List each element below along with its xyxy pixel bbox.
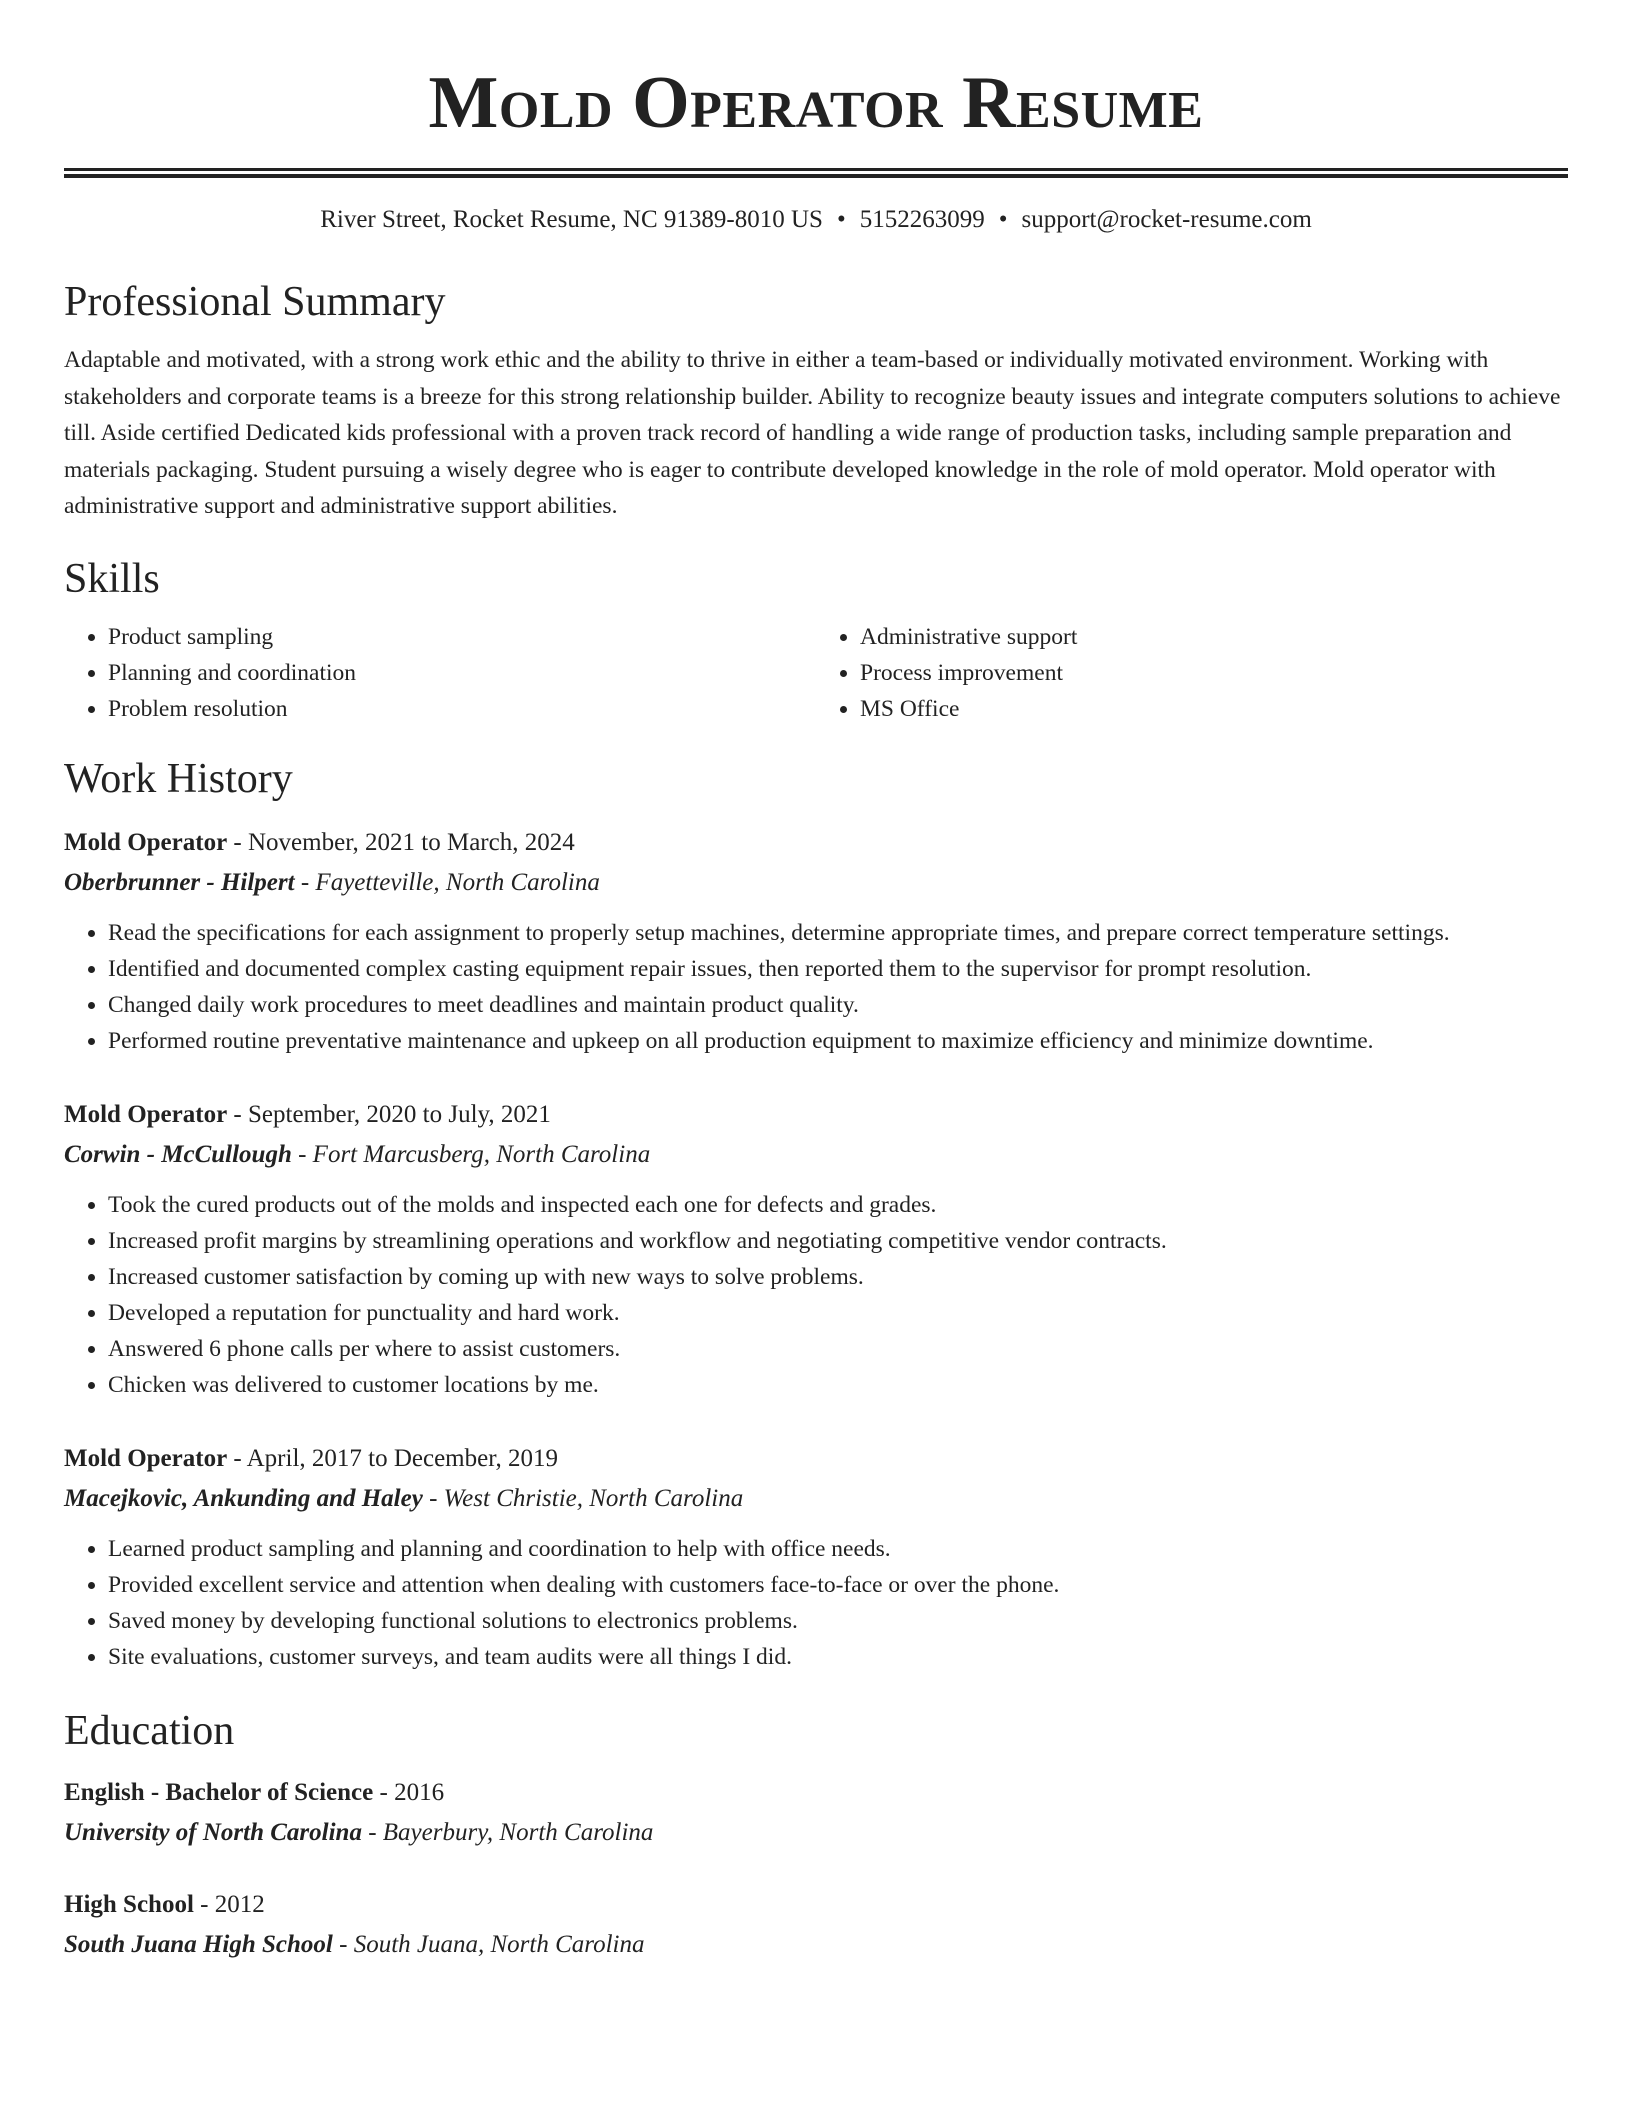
- skills-list: [64, 619, 1568, 727]
- contact-address: River Street, Rocket Resume, NC 91389-8010 US: [320, 206, 823, 233]
- job-company-line: [64, 1479, 1568, 1519]
- job-bullet: • Provided excellent service and attention when dealing with customers face-to-face or over the phone.: [108, 1567, 1568, 1603]
- skill-item: • Planning and coordination: [108, 655, 816, 691]
- education-header: [64, 1773, 1568, 1813]
- job-title: Mold Operator: [64, 1444, 228, 1472]
- job-bullet: • Chicken was delivered to customer locations by me.: [108, 1367, 1568, 1403]
- job-location: - Fayetteville, North Carolina: [294, 868, 600, 896]
- job-bullets: [64, 1531, 1568, 1675]
- skill-item: • Administrative support: [860, 619, 1568, 655]
- job-entry: [64, 1439, 1568, 1675]
- skill-item: • Product sampling: [108, 619, 816, 655]
- job-bullet: • Identified and documented complex casting equipment repair issues, then reported them to the supervisor for prompt resolution.: [108, 951, 1568, 987]
- job-bullet: • Answered 6 phone calls per where to assist customers.: [108, 1331, 1568, 1367]
- job-bullet: • Increased customer satisfaction by coming up with new ways to solve problems.: [108, 1259, 1568, 1295]
- education-entry: [64, 1773, 1568, 1853]
- job-location: - West Christie, North Carolina: [422, 1484, 744, 1512]
- contact-separator: •: [836, 206, 846, 233]
- job-entry: [64, 823, 1568, 1059]
- job-dates: - September, 2020 to July, 2021: [227, 1100, 551, 1128]
- education-year: - 2012: [193, 1890, 265, 1918]
- summary-section: [64, 276, 1568, 525]
- job-company-line: [64, 1135, 1568, 1175]
- job-header: [64, 823, 1568, 863]
- work-history-heading: Work History: [64, 755, 293, 802]
- job-bullet: • Saved money by developing functional solutions to electronics problems.: [108, 1603, 1568, 1639]
- job-bullet: • Learned product sampling and planning and coordination to help with office needs.: [108, 1531, 1568, 1567]
- education-section: [64, 1705, 1568, 1965]
- job-bullet: • Read the specifications for each assignment to properly setup machines, determine appropriate times, and prepare correct temperature settings.: [108, 915, 1568, 951]
- education-degree: High School: [64, 1890, 194, 1918]
- skill-item: • Process improvement: [860, 655, 1568, 691]
- education-school: South Juana High School: [64, 1930, 333, 1958]
- job-location: - Fort Marcusberg, North Carolina: [291, 1140, 651, 1168]
- education-year: - 2016: [373, 1778, 445, 1806]
- job-bullet: • Site evaluations, customer surveys, and team audits were all things I did.: [108, 1639, 1568, 1675]
- job-bullet: • Changed daily work procedures to meet deadlines and maintain product quality.: [108, 987, 1568, 1023]
- job-bullet: • Increased profit margins by streamlining operations and workflow and negotiating competitive vendor contracts.: [108, 1223, 1568, 1259]
- job-bullet: • Performed routine preventative maintenance and upkeep on all production equipment to maximize efficiency and minimize downtime.: [108, 1023, 1568, 1059]
- resume-title: Mold Operator Resume: [428, 62, 1204, 144]
- education-location: - Bayerbury, North Carolina: [361, 1818, 654, 1846]
- education-degree: English - Bachelor of Science: [64, 1778, 374, 1806]
- skill-item: • Problem resolution: [108, 691, 816, 727]
- job-entry: [64, 1095, 1568, 1403]
- job-bullet: • Took the cured products out of the molds and inspected each one for defects and grades.: [108, 1187, 1568, 1223]
- skill-item: • MS Office: [860, 691, 1568, 727]
- summary-heading: Professional Summary: [64, 279, 446, 325]
- contact-phone: 5152263099: [859, 206, 985, 233]
- job-bullets: [64, 915, 1568, 1059]
- job-company: Corwin - McCullough: [64, 1140, 292, 1168]
- education-school-line: [64, 1813, 1568, 1853]
- job-company-line: [64, 863, 1568, 903]
- education-school: University of North Carolina: [64, 1818, 362, 1846]
- skills-section: [64, 553, 1568, 727]
- contact-email: support@rocket-resume.com: [1021, 206, 1312, 233]
- skills-column-left: [64, 619, 816, 727]
- education-header: [64, 1885, 1568, 1925]
- contact-line: [64, 204, 1568, 236]
- job-dates: - April, 2017 to December, 2019: [227, 1444, 559, 1472]
- job-dates: - November, 2021 to March, 2024: [227, 828, 575, 856]
- job-title: Mold Operator: [64, 1100, 228, 1128]
- education-school-line: [64, 1925, 1568, 1965]
- skills-heading: Skills: [64, 555, 160, 602]
- summary-text: Adaptable and motivated, with a strong work ethic and the ability to thrive in either a team-based or individually motivated environment. Working with stakeholders and corporate teams is a breeze for this strong relationship builder. Ability to recognize beauty issues and integrate computers solutions to achieve till. Aside certified Dedicated kids professional with a proven track record of handling a wide range of production tasks, including sample preparation and materials packaging. Student pursuing a wisely degree who is eager to contribute developed knowledge in the role of mold operator. Mold operator with administrative support and administrative support abilities.: [64, 347, 1561, 519]
- title-divider: [64, 168, 1568, 178]
- contact-separator: •: [998, 206, 1008, 233]
- job-title: Mold Operator: [64, 828, 228, 856]
- job-company: Macejkovic, Ankunding and Haley: [64, 1484, 423, 1512]
- job-bullets: [64, 1187, 1568, 1403]
- job-company: Oberbrunner - Hilpert: [64, 868, 295, 896]
- education-entry: [64, 1885, 1568, 1965]
- skills-column-right: [816, 619, 1568, 727]
- education-heading: Education: [64, 1707, 235, 1754]
- job-header: [64, 1095, 1568, 1135]
- job-bullet: • Developed a reputation for punctuality and hard work.: [108, 1295, 1568, 1331]
- work-history-section: [64, 753, 1568, 1675]
- education-location: - South Juana, North Carolina: [332, 1930, 645, 1958]
- job-header: [64, 1439, 1568, 1479]
